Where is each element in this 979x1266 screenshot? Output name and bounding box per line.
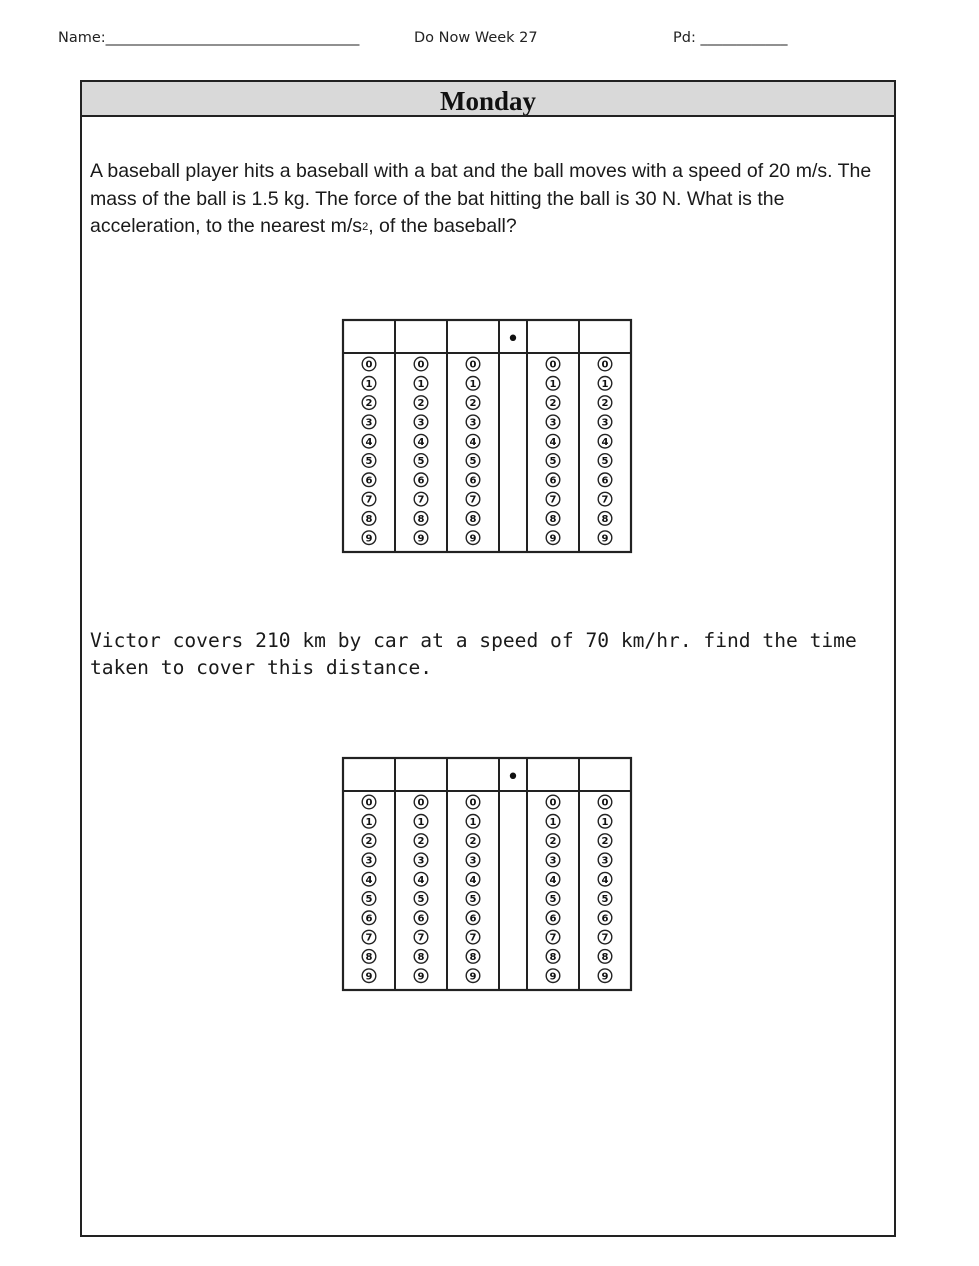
- digit-bubble-6[interactable]: [362, 911, 376, 925]
- digit-bubble-2[interactable]: [414, 834, 428, 848]
- digit-label: 6: [549, 475, 557, 487]
- digit-bubble-7[interactable]: [546, 930, 560, 944]
- digit-bubble-9[interactable]: [414, 969, 428, 983]
- digit-label: 7: [417, 932, 425, 944]
- digit-label: 6: [549, 913, 557, 925]
- decimal-point: •: [506, 765, 520, 790]
- digit-bubble-6[interactable]: [598, 911, 612, 925]
- digit-bubble-3[interactable]: [362, 853, 376, 867]
- question-1-text-end: , of the baseball?: [368, 215, 517, 237]
- digit-bubble-5[interactable]: [466, 454, 480, 468]
- digit-label: 8: [549, 952, 557, 963]
- digit-label: 9: [469, 971, 477, 983]
- digit-bubble-1[interactable]: [546, 815, 560, 829]
- digit-bubble-8[interactable]: [546, 950, 560, 964]
- digit-bubble-5[interactable]: [546, 454, 560, 468]
- digit-bubble-4[interactable]: [598, 872, 612, 886]
- digit-bubble-2[interactable]: [362, 834, 376, 848]
- question-1-exponent: 2: [362, 221, 369, 233]
- digit-bubble-4[interactable]: [414, 434, 428, 448]
- digit-label: 0: [365, 359, 373, 371]
- digit-bubble-2[interactable]: [598, 834, 612, 848]
- digit-bubble-2[interactable]: [466, 834, 480, 848]
- digit-bubble-9[interactable]: [362, 531, 376, 545]
- digit-label: 2: [417, 398, 425, 410]
- answer-grid-2[interactable]: [341, 756, 633, 992]
- digit-bubble-9[interactable]: [598, 531, 612, 545]
- digit-label: 2: [365, 398, 373, 410]
- digit-bubble-5[interactable]: [414, 454, 428, 468]
- digit-label: 4: [365, 436, 373, 448]
- question-2-text: Victor covers 210 km by car at a speed of 70 km/hr. find the time taken to cover this distance.: [90, 629, 857, 679]
- digit-label: 5: [469, 456, 477, 468]
- digit-label: 9: [365, 971, 373, 983]
- digit-bubble-4[interactable]: [466, 434, 480, 448]
- digit-label: 2: [601, 398, 609, 410]
- digit-bubble-1[interactable]: [598, 377, 612, 391]
- digit-bubble-0[interactable]: [598, 357, 612, 371]
- digit-label: 9: [417, 971, 425, 983]
- digit-bubble-4[interactable]: [598, 434, 612, 448]
- digit-label: 2: [469, 398, 477, 410]
- digit-bubble-8[interactable]: [414, 512, 428, 526]
- digit-bubble-4[interactable]: [362, 434, 376, 448]
- digit-label: 4: [417, 436, 425, 448]
- digit-bubble-7[interactable]: [466, 930, 480, 944]
- digit-label: 1: [417, 816, 425, 828]
- digit-label: 7: [417, 494, 425, 506]
- digit-label: 6: [365, 913, 373, 925]
- digit-bubble-7[interactable]: [598, 492, 612, 506]
- digit-label: 4: [549, 874, 557, 886]
- answer-box[interactable]: [345, 760, 394, 790]
- digit-bubble-5[interactable]: [598, 892, 612, 906]
- digit-label: 4: [469, 874, 477, 886]
- digit-bubble-7[interactable]: [414, 492, 428, 506]
- digit-label: 2: [365, 836, 373, 848]
- digit-bubble-8[interactable]: [598, 950, 612, 964]
- digit-bubble-9[interactable]: [598, 969, 612, 983]
- digit-label: 3: [365, 855, 373, 867]
- digit-bubble-0[interactable]: [362, 795, 376, 809]
- digit-bubble-7[interactable]: [598, 930, 612, 944]
- digit-label: 4: [601, 874, 609, 886]
- digit-label: 0: [417, 359, 425, 371]
- digit-bubble-0[interactable]: [546, 357, 560, 371]
- digit-bubble-8[interactable]: [546, 512, 560, 526]
- digit-bubble-9[interactable]: [546, 531, 560, 545]
- digit-bubble-3[interactable]: [546, 853, 560, 867]
- digit-bubble-3[interactable]: [546, 415, 560, 429]
- digit-bubble-3[interactable]: [414, 853, 428, 867]
- digit-bubble-5[interactable]: [546, 892, 560, 906]
- digit-bubble-4[interactable]: [546, 434, 560, 448]
- digit-label: 8: [601, 514, 609, 525]
- digit-bubble-6[interactable]: [414, 473, 428, 487]
- digit-label: 0: [365, 797, 373, 809]
- digit-label: 9: [601, 533, 609, 545]
- digit-bubble-8[interactable]: [362, 950, 376, 964]
- digit-bubble-2[interactable]: [466, 396, 480, 410]
- digit-bubble-1[interactable]: [362, 815, 376, 829]
- answer-box[interactable]: [449, 322, 498, 352]
- digit-bubble-0[interactable]: [598, 795, 612, 809]
- digit-bubble-8[interactable]: [362, 512, 376, 526]
- digit-bubble-0[interactable]: [546, 795, 560, 809]
- digit-bubble-1[interactable]: [414, 377, 428, 391]
- digit-label: 4: [601, 436, 609, 448]
- digit-bubble-2[interactable]: [414, 396, 428, 410]
- question-1: [90, 158, 890, 241]
- digit-label: 7: [601, 494, 609, 506]
- digit-bubble-3[interactable]: [414, 415, 428, 429]
- decimal-point: •: [506, 327, 520, 352]
- digit-label: 3: [549, 417, 557, 429]
- digit-label: 2: [549, 836, 557, 848]
- digit-label: 9: [469, 533, 477, 545]
- digit-bubble-5[interactable]: [598, 454, 612, 468]
- digit-label: 5: [601, 456, 609, 468]
- digit-label: 5: [549, 894, 557, 906]
- digit-label: 0: [469, 359, 477, 371]
- answer-box[interactable]: [529, 322, 578, 352]
- answer-box[interactable]: [397, 760, 446, 790]
- digit-bubble-0[interactable]: [414, 357, 428, 371]
- answer-box[interactable]: [397, 322, 446, 352]
- digit-label: 4: [469, 436, 477, 448]
- digit-label: 7: [469, 932, 477, 944]
- digit-bubble-3[interactable]: [466, 415, 480, 429]
- digit-label: 1: [365, 378, 373, 390]
- digit-label: 1: [549, 816, 557, 828]
- digit-label: 1: [549, 378, 557, 390]
- digit-label: 2: [417, 836, 425, 848]
- digit-bubble-0[interactable]: [466, 357, 480, 371]
- digit-label: 8: [549, 514, 557, 525]
- digit-label: 5: [601, 894, 609, 906]
- digit-bubble-1[interactable]: [598, 815, 612, 829]
- digit-label: 7: [365, 494, 373, 506]
- digit-label: 9: [365, 533, 373, 545]
- digit-bubble-7[interactable]: [466, 492, 480, 506]
- digit-label: 0: [549, 797, 557, 809]
- digit-label: 6: [417, 475, 425, 487]
- digit-label: 5: [549, 456, 557, 468]
- digit-label: 3: [469, 855, 477, 867]
- digit-label: 1: [365, 816, 373, 828]
- digit-label: 8: [365, 952, 373, 963]
- digit-label: 4: [365, 874, 373, 886]
- digit-label: 6: [469, 913, 477, 925]
- digit-bubble-9[interactable]: [466, 969, 480, 983]
- answer-box[interactable]: [449, 760, 498, 790]
- digit-bubble-7[interactable]: [362, 492, 376, 506]
- digit-bubble-3[interactable]: [466, 853, 480, 867]
- digit-bubble-6[interactable]: [546, 473, 560, 487]
- digit-label: 0: [549, 359, 557, 371]
- digit-label: 6: [365, 475, 373, 487]
- digit-bubble-8[interactable]: [598, 512, 612, 526]
- digit-label: 8: [469, 952, 477, 963]
- digit-label: 3: [469, 417, 477, 429]
- digit-bubble-6[interactable]: [546, 911, 560, 925]
- digit-bubble-6[interactable]: [414, 911, 428, 925]
- digit-bubble-7[interactable]: [546, 492, 560, 506]
- digit-bubble-0[interactable]: [466, 795, 480, 809]
- digit-bubble-5[interactable]: [362, 892, 376, 906]
- digit-label: 6: [601, 913, 609, 925]
- digit-label: 0: [417, 797, 425, 809]
- digit-label: 2: [601, 836, 609, 848]
- digit-bubble-2[interactable]: [598, 396, 612, 410]
- digit-label: 1: [469, 378, 477, 390]
- digit-label: 2: [549, 398, 557, 410]
- digit-bubble-1[interactable]: [466, 815, 480, 829]
- digit-label: 9: [549, 533, 557, 545]
- digit-label: 4: [417, 874, 425, 886]
- digit-label: 6: [417, 913, 425, 925]
- worksheet-title: Do Now Week 27: [414, 30, 538, 46]
- digit-label: 5: [417, 894, 425, 906]
- name-field[interactable]: Name:___________________________________: [58, 30, 360, 46]
- digit-label: 1: [601, 378, 609, 390]
- digit-label: 2: [469, 836, 477, 848]
- digit-label: 9: [601, 971, 609, 983]
- digit-label: 3: [417, 417, 425, 429]
- digit-bubble-9[interactable]: [414, 531, 428, 545]
- period-field[interactable]: Pd: ____________: [673, 30, 788, 46]
- digit-label: 5: [365, 456, 373, 468]
- answer-box[interactable]: [345, 322, 394, 352]
- digit-bubble-4[interactable]: [362, 872, 376, 886]
- digit-bubble-2[interactable]: [546, 834, 560, 848]
- digit-bubble-1[interactable]: [466, 377, 480, 391]
- digit-bubble-3[interactable]: [598, 853, 612, 867]
- digit-bubble-8[interactable]: [466, 950, 480, 964]
- digit-label: 3: [601, 417, 609, 429]
- digit-bubble-4[interactable]: [546, 872, 560, 886]
- digit-label: 6: [469, 475, 477, 487]
- digit-label: 4: [549, 436, 557, 448]
- digit-bubble-4[interactable]: [414, 872, 428, 886]
- digit-bubble-8[interactable]: [414, 950, 428, 964]
- digit-label: 3: [365, 417, 373, 429]
- page-header: [0, 30, 979, 52]
- digit-label: 3: [417, 855, 425, 867]
- digit-bubble-6[interactable]: [466, 911, 480, 925]
- digit-label: 7: [549, 932, 557, 944]
- digit-label: 8: [365, 514, 373, 525]
- digit-label: 8: [601, 952, 609, 963]
- answer-box[interactable]: [581, 760, 630, 790]
- grid-outline: [343, 758, 631, 990]
- digit-bubble-2[interactable]: [362, 396, 376, 410]
- digit-bubble-3[interactable]: [362, 415, 376, 429]
- digit-bubble-1[interactable]: [546, 377, 560, 391]
- digit-bubble-0[interactable]: [414, 795, 428, 809]
- digit-label: 0: [469, 797, 477, 809]
- digit-label: 5: [365, 894, 373, 906]
- digit-bubble-3[interactable]: [598, 415, 612, 429]
- digit-bubble-9[interactable]: [362, 969, 376, 983]
- digit-bubble-4[interactable]: [466, 872, 480, 886]
- answer-box[interactable]: [581, 322, 630, 352]
- question-1-text: A baseball player hits a baseball with a bat and the ball moves with a speed of 20 m/s. The mass of the ball is 1.5 kg. The force of the bat hitting the ball is 30 N. What is the acceleration, to the nearest m/s: [90, 160, 872, 237]
- digit-bubble-5[interactable]: [414, 892, 428, 906]
- digit-label: 3: [601, 855, 609, 867]
- digit-bubble-9[interactable]: [546, 969, 560, 983]
- digit-bubble-6[interactable]: [466, 473, 480, 487]
- digit-label: 9: [549, 971, 557, 983]
- digit-label: 0: [601, 359, 609, 371]
- digit-bubble-6[interactable]: [598, 473, 612, 487]
- digit-bubble-5[interactable]: [362, 454, 376, 468]
- digit-bubble-9[interactable]: [466, 531, 480, 545]
- digit-label: 1: [601, 816, 609, 828]
- question-2: [90, 627, 890, 681]
- digit-label: 8: [469, 514, 477, 525]
- digit-label: 6: [601, 475, 609, 487]
- digit-label: 3: [549, 855, 557, 867]
- answer-grid-1[interactable]: [341, 318, 633, 554]
- digit-label: 7: [549, 494, 557, 506]
- digit-label: 5: [469, 894, 477, 906]
- worksheet-frame: [80, 80, 896, 1237]
- digit-bubble-8[interactable]: [466, 512, 480, 526]
- digit-label: 8: [417, 952, 425, 963]
- digit-label: 7: [365, 932, 373, 944]
- digit-label: 7: [601, 932, 609, 944]
- digit-label: 1: [469, 816, 477, 828]
- day-title: Monday: [439, 86, 537, 116]
- digit-bubble-6[interactable]: [362, 473, 376, 487]
- answer-box[interactable]: [529, 760, 578, 790]
- digit-bubble-0[interactable]: [362, 357, 376, 371]
- digit-label: 8: [417, 514, 425, 525]
- digit-label: 9: [417, 533, 425, 545]
- digit-label: 0: [601, 797, 609, 809]
- day-title-bar: [82, 82, 894, 117]
- digit-bubble-7[interactable]: [414, 930, 428, 944]
- digit-bubble-1[interactable]: [414, 815, 428, 829]
- digit-bubble-5[interactable]: [466, 892, 480, 906]
- digit-label: 5: [417, 456, 425, 468]
- digit-label: 7: [469, 494, 477, 506]
- digit-bubble-7[interactable]: [362, 930, 376, 944]
- digit-bubble-1[interactable]: [362, 377, 376, 391]
- grid-outline: [343, 320, 631, 552]
- digit-bubble-2[interactable]: [546, 396, 560, 410]
- digit-label: 1: [417, 378, 425, 390]
